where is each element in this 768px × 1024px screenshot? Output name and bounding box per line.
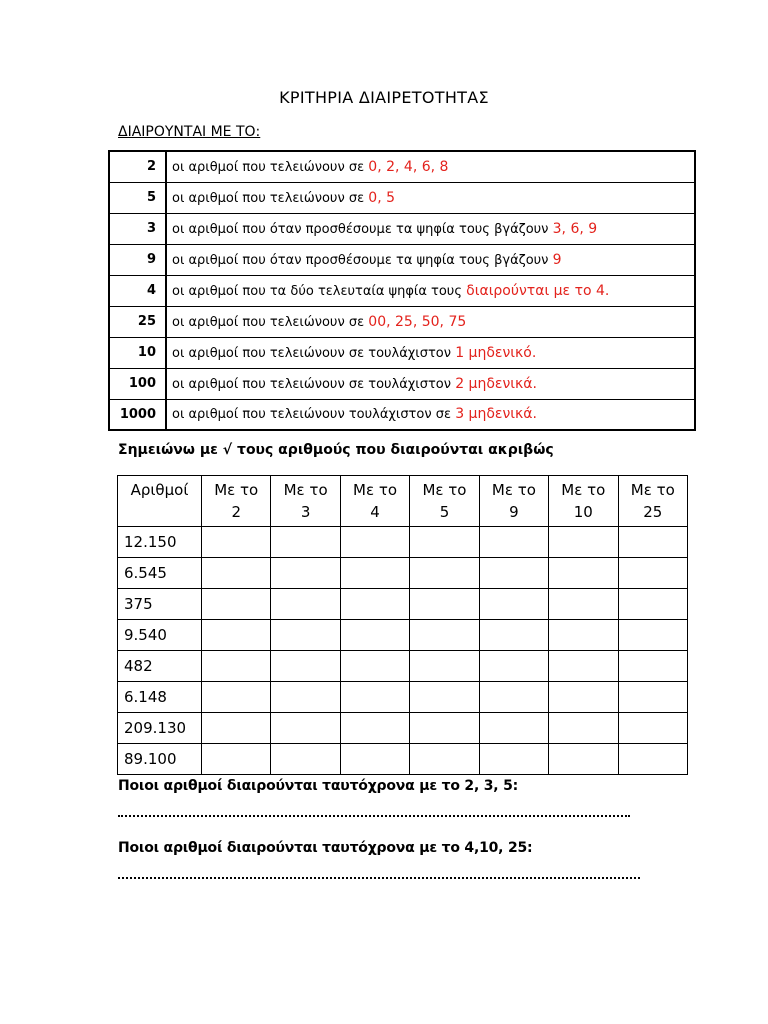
table-row [118,527,688,558]
rule-divisor: 1000 [109,399,166,430]
check-cell [340,589,409,620]
header-label: Με το [561,481,606,499]
check-cell [271,713,340,744]
rule-divisor: 4 [109,275,166,306]
check-cell [479,651,548,682]
header-divisor-value: 25 [643,503,663,521]
table-row [118,620,688,651]
check-cell [618,589,687,620]
rule-text: οι αριθμοί που τελειώνουν σε τουλάχιστον [172,345,451,361]
check-cell [271,589,340,620]
rule-highlight: 9 [552,251,562,268]
check-cell [549,527,618,558]
header-label: Με το [422,481,467,499]
check-cell [410,744,479,775]
rule-divisor: 3 [109,213,166,244]
check-table-head [118,476,688,527]
rule-row [109,399,695,430]
rule-highlight: 3 μηδενικά. [455,406,537,423]
check-cell [479,744,548,775]
check-cell [202,682,271,713]
header-label: Με το [491,481,536,499]
header-row [118,476,688,527]
header-label: Με το [630,481,675,499]
rule-description [166,368,695,399]
check-cell [410,589,479,620]
rule-text: οι αριθμοί που τα δύο τελευταία ψηφία τους [172,283,462,299]
header-divisor-value: 10 [573,503,593,521]
check-cell [271,620,340,651]
check-cell [202,620,271,651]
divisibility-check-table [117,475,688,775]
header-label: Με το [214,481,259,499]
table-row [118,713,688,744]
check-cell [549,558,618,589]
rule-row [109,337,695,368]
check-cell [410,558,479,589]
check-cell [202,651,271,682]
check-cell [618,527,687,558]
number-cell: 89.100 [118,744,202,775]
answer-line-2 [118,877,640,879]
header-divisor-value: 9 [509,503,519,521]
check-cell [202,589,271,620]
check-cell [549,651,618,682]
rule-divisor: 100 [109,368,166,399]
check-cell [618,651,687,682]
header-divisor-value: 4 [370,503,380,521]
rule-description [166,182,695,213]
rule-text: οι αριθμοί που τελειώνουν σε [172,190,365,206]
rule-row [109,244,695,275]
table-row [118,651,688,682]
check-cell [271,651,340,682]
rule-row [109,182,695,213]
rule-divisor: 2 [109,151,166,182]
column-header-divisor-5 [410,476,479,527]
header-divisor-value: 5 [439,503,450,521]
check-cell [479,527,548,558]
check-cell [340,527,409,558]
table-row [118,589,688,620]
check-cell [618,744,687,775]
check-cell [271,682,340,713]
rule-text: οι αριθμοί που τελειώνουν σε τουλάχιστον [172,376,451,392]
rule-text: οι αριθμοί που τελειώνουν σε [172,159,365,175]
divisibility-rules-table [108,150,696,431]
check-cell [271,744,340,775]
column-header-divisor-9 [479,476,548,527]
rule-row [109,213,695,244]
rule-row [109,275,695,306]
rule-description [166,213,695,244]
check-cell [479,682,548,713]
check-cell [479,589,548,620]
check-cell [549,713,618,744]
check-cell [340,682,409,713]
check-cell [340,558,409,589]
rules-heading: ΔΙΑΙΡΟΥΝΤΑΙ ΜΕ ΤΟ: [118,124,261,140]
header-label: Αριθμοί [130,481,189,499]
rule-highlight: 2 μηδενικά. [455,375,537,392]
check-cell [340,744,409,775]
check-cell [618,558,687,589]
check-cell [410,620,479,651]
header-label: Με το [283,481,328,499]
check-cell [479,620,548,651]
check-cell [549,620,618,651]
check-cell [549,682,618,713]
check-table-heading: Σημειώνω με √ τους αριθμούς που διαιρούνται ακριβώς [118,442,554,458]
answer-line-1 [118,815,630,817]
rule-row [109,151,695,182]
rule-row [109,368,695,399]
check-cell [340,713,409,744]
rule-divisor: 9 [109,244,166,275]
check-table-body [118,527,688,775]
number-cell: 6.148 [118,682,202,713]
check-cell [410,651,479,682]
rule-divisor: 5 [109,182,166,213]
check-cell [202,713,271,744]
check-cell [410,682,479,713]
column-header-divisor-2 [202,476,271,527]
rule-highlight: 0, 2, 4, 6, 8 [368,158,449,175]
rule-description [166,337,695,368]
check-cell [340,651,409,682]
rule-description [166,244,695,275]
check-cell [549,589,618,620]
header-divisor-value: 2 [231,503,241,521]
check-cell [618,620,687,651]
rule-row [109,306,695,337]
check-cell [618,713,687,744]
rule-description [166,275,695,306]
rule-highlight: 1 μηδενικό. [455,344,537,361]
column-header-divisor-25 [618,476,687,527]
question-1: Ποιοι αριθμοί διαιρούνται ταυτόχρονα με το 2, 3, 5: [118,778,519,794]
number-cell: 9.540 [118,620,202,651]
table-row [118,558,688,589]
rule-highlight: διαιρούνται με το 4. [466,282,610,299]
column-header-divisor-4 [340,476,409,527]
check-cell [618,682,687,713]
check-cell [479,558,548,589]
rule-text: οι αριθμοί που τελειώνουν σε [172,314,365,330]
rule-text: οι αριθμοί που όταν προσθέσουμε τα ψηφία τους βγάζουν [172,221,549,237]
header-label: Με το [353,481,398,499]
column-header-divisor-10 [549,476,618,527]
rule-description [166,306,695,337]
rule-description [166,151,695,182]
rule-text: οι αριθμοί που τελειώνουν τουλάχιστον σε [172,407,451,423]
rule-description [166,399,695,430]
table-row [118,682,688,713]
check-cell [202,558,271,589]
check-cell [549,744,618,775]
number-cell: 209.130 [118,713,202,744]
header-divisor-value: 3 [300,503,311,521]
question-2: Ποιοι αριθμοί διαιρούνται ταυτόχρονα με το 4,10, 25: [118,840,533,856]
column-header-numbers [118,476,202,527]
number-cell: 482 [118,651,202,682]
rule-highlight: 00, 25, 50, 75 [368,313,467,330]
rule-highlight: 3, 6, 9 [552,220,598,237]
number-cell: 12.150 [118,527,202,558]
check-cell [410,713,479,744]
rule-text: οι αριθμοί που όταν προσθέσουμε τα ψηφία τους βγάζουν [172,252,549,268]
rule-highlight: 0, 5 [368,189,396,206]
check-cell [202,744,271,775]
table-row [118,744,688,775]
check-cell [271,558,340,589]
check-cell [271,527,340,558]
check-cell [410,527,479,558]
number-cell: 6.545 [118,558,202,589]
check-cell [202,527,271,558]
rule-divisor: 25 [109,306,166,337]
column-header-divisor-3 [271,476,340,527]
rules-table-body [109,151,695,430]
number-cell: 375 [118,589,202,620]
rule-divisor: 10 [109,337,166,368]
check-cell [479,713,548,744]
page-title: ΚΡΙΤΗΡΙΑ ΔΙΑΙΡΕΤΟΤΗΤΑΣ [279,88,489,107]
check-cell [340,620,409,651]
